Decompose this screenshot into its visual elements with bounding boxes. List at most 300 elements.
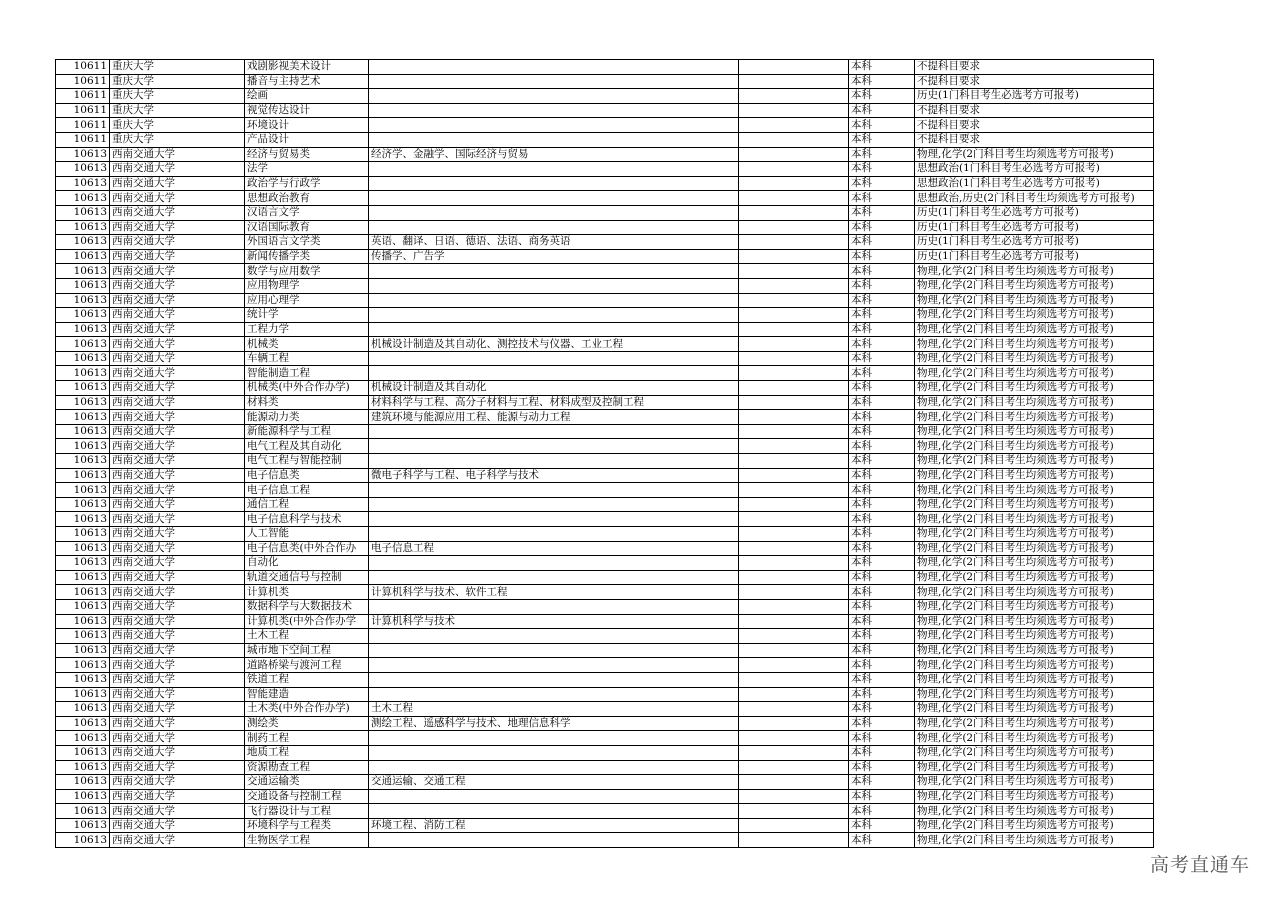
blank-cell (739, 570, 849, 585)
school-name-cell: 西南交通大学 (110, 293, 245, 308)
major-name-cell: 法学 (245, 162, 369, 177)
included-majors-cell (369, 643, 739, 658)
blank-cell (739, 512, 849, 527)
school-code-cell: 10613 (56, 366, 110, 381)
included-majors-cell: 计算机科学与技术、软件工程 (369, 585, 739, 600)
subject-requirement-cell: 物理,化学(2门科目考生均须选考方可报考) (915, 687, 1154, 702)
subject-requirement-cell: 思想政治(1门科目考生必选考方可报考) (915, 176, 1154, 191)
subject-requirement-cell: 物理,化学(2门科目考生均须选考方可报考) (915, 395, 1154, 410)
school-code-cell: 10613 (56, 614, 110, 629)
school-code-cell: 10613 (56, 235, 110, 250)
school-code-cell: 10613 (56, 570, 110, 585)
blank-cell (739, 745, 849, 760)
blank-cell (739, 775, 849, 790)
subject-requirement-cell: 历史(1门科目考生必选考方可报考) (915, 205, 1154, 220)
table-row (56, 308, 1154, 323)
school-code-cell: 10613 (56, 599, 110, 614)
blank-cell (739, 731, 849, 746)
subject-requirement-cell: 物理,化学(2门科目考生均须选考方可报考) (915, 381, 1154, 396)
major-name-cell: 产品设计 (245, 132, 369, 147)
blank-cell (739, 818, 849, 833)
subject-requirement-cell: 物理,化学(2门科目考生均须选考方可报考) (915, 293, 1154, 308)
level-cell: 本科 (849, 585, 915, 600)
level-cell: 本科 (849, 103, 915, 118)
major-name-cell: 人工智能 (245, 527, 369, 542)
table-row (56, 235, 1154, 250)
school-code-cell: 10611 (56, 132, 110, 147)
major-name-cell: 视觉传达设计 (245, 103, 369, 118)
table-row (56, 103, 1154, 118)
included-majors-cell (369, 804, 739, 819)
major-name-cell: 城市地下空间工程 (245, 643, 369, 658)
school-name-cell: 西南交通大学 (110, 599, 245, 614)
included-majors-cell (369, 629, 739, 644)
included-majors-cell (369, 205, 739, 220)
level-cell: 本科 (849, 687, 915, 702)
level-cell: 本科 (849, 527, 915, 542)
subject-requirement-cell: 物理,化学(2门科目考生均须选考方可报考) (915, 818, 1154, 833)
blank-cell (739, 527, 849, 542)
level-cell: 本科 (849, 570, 915, 585)
level-cell: 本科 (849, 337, 915, 352)
school-code-cell: 10613 (56, 833, 110, 848)
level-cell: 本科 (849, 512, 915, 527)
school-code-cell: 10613 (56, 702, 110, 717)
school-name-cell: 重庆大学 (110, 132, 245, 147)
included-majors-cell: 环境工程、消防工程 (369, 818, 739, 833)
level-cell: 本科 (849, 643, 915, 658)
table-row (56, 687, 1154, 702)
table-row (56, 629, 1154, 644)
school-code-cell: 10613 (56, 278, 110, 293)
subject-requirement-cell: 思想政治,历史(2门科目考生均须选考方可报考) (915, 191, 1154, 206)
major-name-cell: 数据科学与大数据技术 (245, 599, 369, 614)
table-row (56, 293, 1154, 308)
blank-cell (739, 789, 849, 804)
table-row (56, 818, 1154, 833)
school-name-cell: 西南交通大学 (110, 235, 245, 250)
included-majors-cell (369, 351, 739, 366)
major-name-cell: 应用物理学 (245, 278, 369, 293)
school-name-cell: 重庆大学 (110, 74, 245, 89)
school-code-cell: 10613 (56, 454, 110, 469)
level-cell: 本科 (849, 322, 915, 337)
major-name-cell: 测绘类 (245, 716, 369, 731)
subject-requirement-cell: 历史(1门科目考生必选考方可报考) (915, 89, 1154, 104)
subject-requirement-cell: 物理,化学(2门科目考生均须选考方可报考) (915, 789, 1154, 804)
school-code-cell: 10613 (56, 147, 110, 162)
level-cell: 本科 (849, 60, 915, 75)
included-majors-cell (369, 760, 739, 775)
included-majors-cell (369, 220, 739, 235)
school-code-cell: 10613 (56, 497, 110, 512)
major-name-cell: 智能制造工程 (245, 366, 369, 381)
level-cell: 本科 (849, 804, 915, 819)
blank-cell (739, 483, 849, 498)
included-majors-cell (369, 118, 739, 133)
included-majors-cell: 土木工程 (369, 702, 739, 717)
included-majors-cell (369, 176, 739, 191)
table-row (56, 760, 1154, 775)
subject-requirement-cell: 物理,化学(2门科目考生均须选考方可报考) (915, 497, 1154, 512)
included-majors-cell (369, 454, 739, 469)
school-name-cell: 西南交通大学 (110, 147, 245, 162)
table-row (56, 337, 1154, 352)
level-cell: 本科 (849, 176, 915, 191)
major-name-cell: 汉语言文学 (245, 205, 369, 220)
school-code-cell: 10613 (56, 322, 110, 337)
blank-cell (739, 556, 849, 571)
included-majors-cell (369, 658, 739, 673)
school-code-cell: 10613 (56, 775, 110, 790)
included-majors-cell: 经济学、金融学、国际经济与贸易 (369, 147, 739, 162)
subject-requirement-cell: 物理,化学(2门科目考生均须选考方可报考) (915, 570, 1154, 585)
school-name-cell: 西南交通大学 (110, 468, 245, 483)
major-name-cell: 智能建造 (245, 687, 369, 702)
major-name-cell: 绘画 (245, 89, 369, 104)
subject-requirement-cell: 物理,化学(2门科目考生均须选考方可报考) (915, 731, 1154, 746)
school-name-cell: 西南交通大学 (110, 264, 245, 279)
blank-cell (739, 541, 849, 556)
subject-requirement-cell: 物理,化学(2门科目考生均须选考方可报考) (915, 541, 1154, 556)
school-name-cell: 西南交通大学 (110, 337, 245, 352)
school-name-cell: 西南交通大学 (110, 322, 245, 337)
enrollment-requirements-table (55, 59, 1154, 848)
level-cell: 本科 (849, 599, 915, 614)
major-name-cell: 自动化 (245, 556, 369, 571)
subject-requirement-cell: 物理,化学(2门科目考生均须选考方可报考) (915, 804, 1154, 819)
blank-cell (739, 176, 849, 191)
school-code-cell: 10613 (56, 745, 110, 760)
major-name-cell: 戏剧影视美术设计 (245, 60, 369, 75)
level-cell: 本科 (849, 118, 915, 133)
school-code-cell: 10613 (56, 789, 110, 804)
table-row (56, 366, 1154, 381)
included-majors-cell (369, 512, 739, 527)
subject-requirement-cell: 物理,化学(2门科目考生均须选考方可报考) (915, 760, 1154, 775)
level-cell: 本科 (849, 191, 915, 206)
school-name-cell: 西南交通大学 (110, 308, 245, 323)
subject-requirement-cell: 不提科目要求 (915, 103, 1154, 118)
school-name-cell: 西南交通大学 (110, 278, 245, 293)
major-name-cell: 道路桥梁与渡河工程 (245, 658, 369, 673)
included-majors-cell: 材料科学与工程、高分子材料与工程、材料成型及控制工程 (369, 395, 739, 410)
school-name-cell: 西南交通大学 (110, 731, 245, 746)
included-majors-cell (369, 74, 739, 89)
subject-requirement-cell: 物理,化学(2门科目考生均须选考方可报考) (915, 672, 1154, 687)
school-name-cell: 西南交通大学 (110, 395, 245, 410)
table-row (56, 614, 1154, 629)
blank-cell (739, 395, 849, 410)
level-cell: 本科 (849, 775, 915, 790)
blank-cell (739, 468, 849, 483)
level-cell: 本科 (849, 439, 915, 454)
blank-cell (739, 60, 849, 75)
level-cell: 本科 (849, 235, 915, 250)
included-majors-cell: 建筑环境与能源应用工程、能源与动力工程 (369, 410, 739, 425)
school-code-cell: 10613 (56, 818, 110, 833)
school-code-cell: 10613 (56, 162, 110, 177)
table-row (56, 191, 1154, 206)
table-row (56, 468, 1154, 483)
blank-cell (739, 833, 849, 848)
school-name-cell: 西南交通大学 (110, 541, 245, 556)
blank-cell (739, 760, 849, 775)
major-name-cell: 播音与主持艺术 (245, 74, 369, 89)
school-name-cell: 西南交通大学 (110, 483, 245, 498)
subject-requirement-cell: 物理,化学(2门科目考生均须选考方可报考) (915, 833, 1154, 848)
school-code-cell: 10613 (56, 439, 110, 454)
table-row (56, 527, 1154, 542)
level-cell: 本科 (849, 789, 915, 804)
school-name-cell: 西南交通大学 (110, 745, 245, 760)
major-name-cell: 新闻传播学类 (245, 249, 369, 264)
level-cell: 本科 (849, 264, 915, 279)
blank-cell (739, 89, 849, 104)
included-majors-cell (369, 672, 739, 687)
school-code-cell: 10613 (56, 629, 110, 644)
major-name-cell: 电子信息科学与技术 (245, 512, 369, 527)
school-name-cell: 西南交通大学 (110, 716, 245, 731)
included-majors-cell: 传播学、广告学 (369, 249, 739, 264)
included-majors-cell: 测绘工程、遥感科学与技术、地理信息科学 (369, 716, 739, 731)
level-cell: 本科 (849, 351, 915, 366)
school-name-cell: 西南交通大学 (110, 643, 245, 658)
blank-cell (739, 410, 849, 425)
included-majors-cell (369, 366, 739, 381)
blank-cell (739, 454, 849, 469)
included-majors-cell (369, 293, 739, 308)
subject-requirement-cell: 物理,化学(2门科目考生均须选考方可报考) (915, 278, 1154, 293)
level-cell: 本科 (849, 468, 915, 483)
table-row (56, 599, 1154, 614)
major-name-cell: 汉语国际教育 (245, 220, 369, 235)
school-name-cell: 西南交通大学 (110, 410, 245, 425)
table-row (56, 672, 1154, 687)
included-majors-cell (369, 570, 739, 585)
school-code-cell: 10613 (56, 205, 110, 220)
table-row (56, 220, 1154, 235)
school-code-cell: 10613 (56, 468, 110, 483)
school-code-cell: 10613 (56, 643, 110, 658)
school-name-cell: 西南交通大学 (110, 585, 245, 600)
included-majors-cell (369, 833, 739, 848)
blank-cell (739, 220, 849, 235)
blank-cell (739, 118, 849, 133)
included-majors-cell: 微电子科学与工程、电子科学与技术 (369, 468, 739, 483)
table-row (56, 351, 1154, 366)
school-name-cell: 西南交通大学 (110, 249, 245, 264)
level-cell: 本科 (849, 731, 915, 746)
level-cell: 本科 (849, 497, 915, 512)
subject-requirement-cell: 不提科目要求 (915, 60, 1154, 75)
school-name-cell: 西南交通大学 (110, 351, 245, 366)
blank-cell (739, 716, 849, 731)
school-name-cell: 重庆大学 (110, 103, 245, 118)
blank-cell (739, 103, 849, 118)
subject-requirement-cell: 物理,化学(2门科目考生均须选考方可报考) (915, 556, 1154, 571)
school-name-cell: 西南交通大学 (110, 454, 245, 469)
school-code-cell: 10613 (56, 716, 110, 731)
school-code-cell: 10613 (56, 249, 110, 264)
level-cell: 本科 (849, 132, 915, 147)
level-cell: 本科 (849, 818, 915, 833)
level-cell: 本科 (849, 658, 915, 673)
level-cell: 本科 (849, 147, 915, 162)
table-row (56, 789, 1154, 804)
level-cell: 本科 (849, 541, 915, 556)
level-cell: 本科 (849, 366, 915, 381)
level-cell: 本科 (849, 760, 915, 775)
subject-requirement-cell: 物理,化学(2门科目考生均须选考方可报考) (915, 337, 1154, 352)
level-cell: 本科 (849, 410, 915, 425)
level-cell: 本科 (849, 556, 915, 571)
school-code-cell: 10613 (56, 220, 110, 235)
school-name-cell: 重庆大学 (110, 118, 245, 133)
included-majors-cell (369, 789, 739, 804)
school-code-cell: 10613 (56, 527, 110, 542)
level-cell: 本科 (849, 220, 915, 235)
major-name-cell: 车辆工程 (245, 351, 369, 366)
subject-requirement-cell: 物理,化学(2门科目考生均须选考方可报考) (915, 716, 1154, 731)
level-cell: 本科 (849, 716, 915, 731)
included-majors-cell: 电子信息工程 (369, 541, 739, 556)
school-name-cell: 西南交通大学 (110, 760, 245, 775)
major-name-cell: 资源勘查工程 (245, 760, 369, 775)
table-row (56, 497, 1154, 512)
blank-cell (739, 278, 849, 293)
major-name-cell: 环境科学与工程类 (245, 818, 369, 833)
table-row (56, 731, 1154, 746)
subject-requirement-cell: 物理,化学(2门科目考生均须选考方可报考) (915, 264, 1154, 279)
included-majors-cell (369, 439, 739, 454)
subject-requirement-cell: 历史(1门科目考生必选考方可报考) (915, 235, 1154, 250)
major-name-cell: 机械类 (245, 337, 369, 352)
school-name-cell: 西南交通大学 (110, 687, 245, 702)
school-name-cell: 西南交通大学 (110, 702, 245, 717)
school-name-cell: 西南交通大学 (110, 629, 245, 644)
school-name-cell: 西南交通大学 (110, 366, 245, 381)
blank-cell (739, 205, 849, 220)
school-code-cell: 10613 (56, 760, 110, 775)
blank-cell (739, 264, 849, 279)
blank-cell (739, 235, 849, 250)
included-majors-cell (369, 103, 739, 118)
school-name-cell: 西南交通大学 (110, 191, 245, 206)
major-name-cell: 地质工程 (245, 745, 369, 760)
major-name-cell: 土木类(中外合作办学) (245, 702, 369, 717)
school-name-cell: 西南交通大学 (110, 424, 245, 439)
major-name-cell: 计算机类 (245, 585, 369, 600)
blank-cell (739, 672, 849, 687)
included-majors-cell (369, 264, 739, 279)
level-cell: 本科 (849, 205, 915, 220)
major-name-cell: 通信工程 (245, 497, 369, 512)
subject-requirement-cell: 物理,化学(2门科目考生均须选考方可报考) (915, 745, 1154, 760)
level-cell: 本科 (849, 424, 915, 439)
blank-cell (739, 293, 849, 308)
major-name-cell: 交通运输类 (245, 775, 369, 790)
subject-requirement-cell: 不提科目要求 (915, 132, 1154, 147)
table-row (56, 132, 1154, 147)
table-row (56, 205, 1154, 220)
level-cell: 本科 (849, 454, 915, 469)
subject-requirement-cell: 物理,化学(2门科目考生均须选考方可报考) (915, 366, 1154, 381)
included-majors-cell (369, 731, 739, 746)
school-name-cell: 西南交通大学 (110, 833, 245, 848)
school-name-cell: 西南交通大学 (110, 804, 245, 819)
table-row (56, 147, 1154, 162)
blank-cell (739, 249, 849, 264)
school-name-cell: 重庆大学 (110, 60, 245, 75)
included-majors-cell (369, 527, 739, 542)
school-code-cell: 10613 (56, 191, 110, 206)
school-name-cell: 西南交通大学 (110, 789, 245, 804)
level-cell: 本科 (849, 74, 915, 89)
blank-cell (739, 643, 849, 658)
school-code-cell: 10613 (56, 176, 110, 191)
school-name-cell: 西南交通大学 (110, 512, 245, 527)
included-majors-cell (369, 308, 739, 323)
subject-requirement-cell: 物理,化学(2门科目考生均须选考方可报考) (915, 483, 1154, 498)
school-code-cell: 10613 (56, 381, 110, 396)
blank-cell (739, 599, 849, 614)
blank-cell (739, 132, 849, 147)
school-code-cell: 10613 (56, 308, 110, 323)
major-name-cell: 电子信息类 (245, 468, 369, 483)
blank-cell (739, 381, 849, 396)
level-cell: 本科 (849, 614, 915, 629)
level-cell: 本科 (849, 745, 915, 760)
table-row (56, 176, 1154, 191)
subject-requirement-cell: 物理,化学(2门科目考生均须选考方可报考) (915, 147, 1154, 162)
subject-requirement-cell: 物理,化学(2门科目考生均须选考方可报考) (915, 308, 1154, 323)
included-majors-cell (369, 89, 739, 104)
level-cell: 本科 (849, 833, 915, 848)
table-row (56, 74, 1154, 89)
subject-requirement-cell: 不提科目要求 (915, 118, 1154, 133)
included-majors-cell (369, 687, 739, 702)
subject-requirement-cell: 不提科目要求 (915, 74, 1154, 89)
level-cell: 本科 (849, 483, 915, 498)
blank-cell (739, 687, 849, 702)
school-name-cell: 西南交通大学 (110, 672, 245, 687)
school-code-cell: 10611 (56, 74, 110, 89)
major-name-cell: 电气工程与智能控制 (245, 454, 369, 469)
major-name-cell: 轨道交通信号与控制 (245, 570, 369, 585)
table-row (56, 278, 1154, 293)
blank-cell (739, 308, 849, 323)
subject-requirement-cell: 物理,化学(2门科目考生均须选考方可报考) (915, 454, 1154, 469)
level-cell: 本科 (849, 278, 915, 293)
school-code-cell: 10613 (56, 337, 110, 352)
school-code-cell: 10613 (56, 351, 110, 366)
subject-requirement-cell: 物理,化学(2门科目考生均须选考方可报考) (915, 527, 1154, 542)
included-majors-cell (369, 278, 739, 293)
blank-cell (739, 337, 849, 352)
major-name-cell: 环境设计 (245, 118, 369, 133)
blank-cell (739, 366, 849, 381)
school-name-cell: 西南交通大学 (110, 527, 245, 542)
school-name-cell: 重庆大学 (110, 89, 245, 104)
subject-requirement-cell: 物理,化学(2门科目考生均须选考方可报考) (915, 585, 1154, 600)
subject-requirement-cell: 物理,化学(2门科目考生均须选考方可报考) (915, 643, 1154, 658)
included-majors-cell (369, 745, 739, 760)
included-majors-cell (369, 497, 739, 512)
table-row (56, 658, 1154, 673)
watermark-text: 高考直通车 (1149, 854, 1250, 876)
major-name-cell: 思想政治教育 (245, 191, 369, 206)
